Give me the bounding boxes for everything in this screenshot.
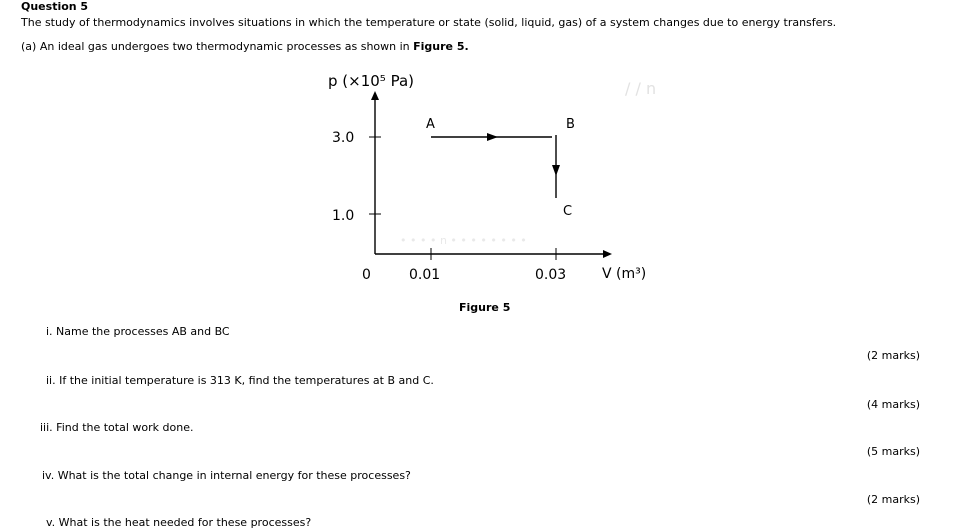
figure-reference: Figure 5. (413, 40, 469, 53)
figure-caption: Figure 5 (459, 301, 511, 314)
y-tick-label: 3.0 (332, 130, 355, 146)
y-tick-label: 1.0 (332, 208, 355, 224)
point-label-a: A (426, 117, 435, 132)
x-axis-label: V (m³) (602, 266, 647, 282)
pv-diagram (300, 64, 680, 292)
x-axis-arrow (603, 250, 612, 258)
process-ab-arrow (487, 133, 498, 141)
y-axis-label: p (×10⁵ Pa) (328, 72, 414, 90)
part-a-text: (a) An ideal gas undergoes two thermodynamic processes as shown in (21, 40, 414, 53)
marks-i: (2 marks) (866, 349, 920, 362)
part-a-statement (21, 40, 469, 53)
x-tick-label: 0.03 (535, 267, 567, 283)
subquestion-i: i. Name the processes AB and BC (46, 325, 230, 338)
subquestion-iv: iv. What is the total change in internal energy for these processes? (42, 469, 411, 482)
marks-iii: (5 marks) (866, 445, 920, 458)
subquestion-iii: iii. Find the total work done. (40, 421, 194, 434)
point-label-c: C (563, 204, 573, 219)
subquestion-v: v. What is the heat needed for these processes? (46, 516, 312, 529)
faint-mark: • • • • n • • • • • • • • (400, 234, 527, 247)
x-tick-label: 0 (362, 267, 371, 283)
question-intro: The study of thermodynamics involves situations in which the temperature or state (solid, liquid, gas) of a system changes due to energy transfers. (21, 16, 837, 29)
x-tick-label: 0.01 (409, 267, 441, 283)
process-bc-arrow (552, 165, 560, 176)
y-axis-arrow (371, 91, 379, 100)
point-label-b: B (566, 117, 575, 132)
pv-diagram-svg (300, 64, 680, 289)
subquestion-ii: ii. If the initial temperature is 313 K, find the temperatures at B and C. (46, 374, 434, 387)
marks-iv: (2 marks) (866, 493, 920, 506)
question-title: Question 5 (21, 0, 89, 13)
marks-ii: (4 marks) (866, 398, 920, 411)
faint-mark: / / n (625, 79, 657, 98)
